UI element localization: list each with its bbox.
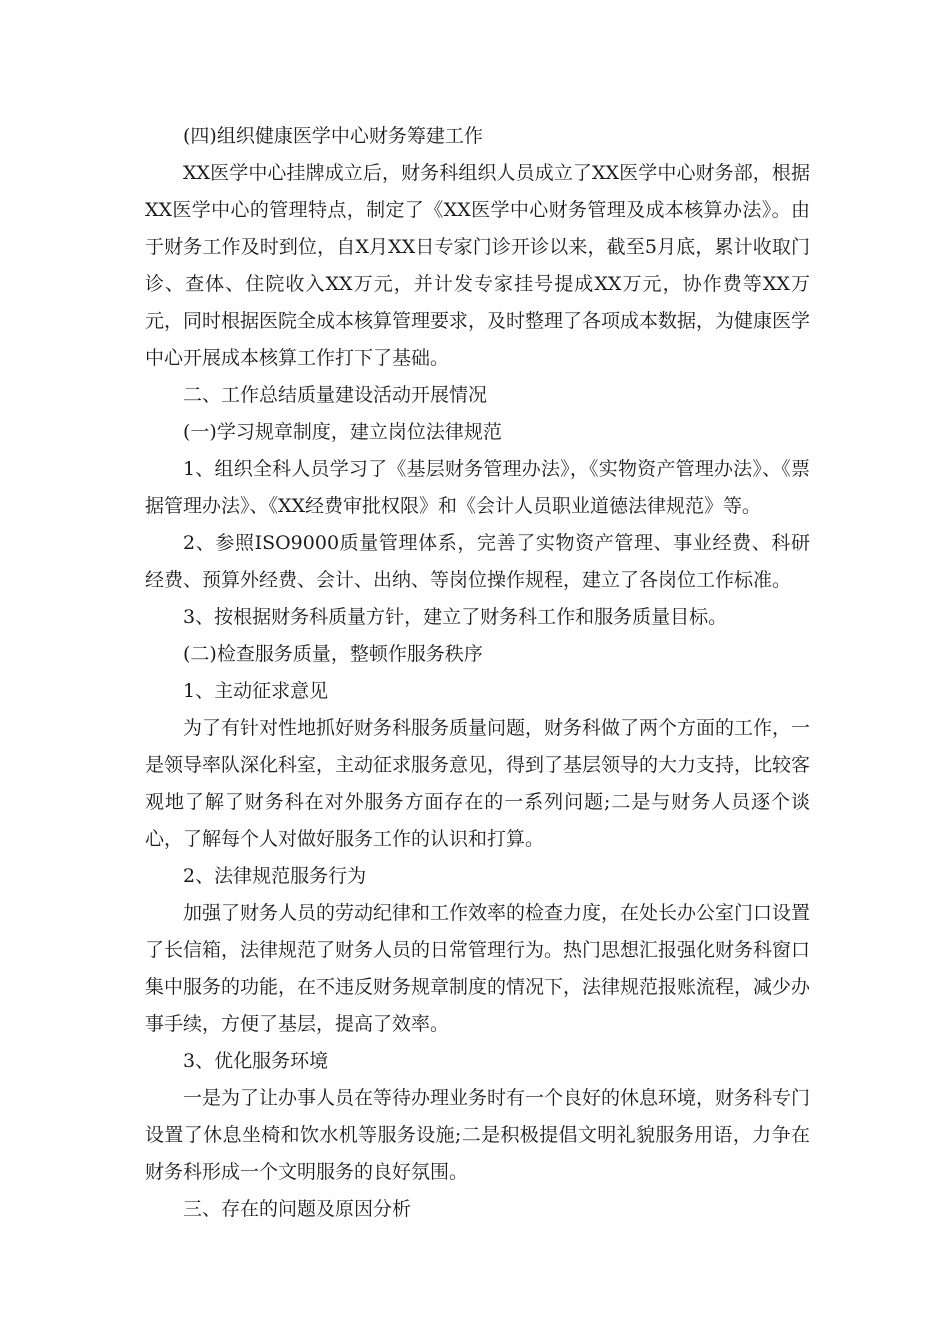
list-item-1: 1、组织全科人员学习了《基层财务管理办法》，《实物资产管理办法》、《票据管理办法》、《XX经费审批权限》和《会计人员职业道德法律规范》等。	[145, 458, 810, 517]
section-heading-2: 二、工作总结质量建设活动开展情况	[183, 384, 488, 406]
item-heading-1: 1、主动征求意见	[183, 680, 329, 702]
paragraph-environment: 一是为了让办事人员在等待办理业务时有一个良好的休息环境，财务科专门设置了休息坐椅和饮水机等服务设施;二是积极提倡文明礼貌服务用语，力争在财务科形成一个文明服务的良好氛围。	[145, 1087, 811, 1183]
subsection-heading-1: (一)学习规章制度，建立岗位法律规范	[183, 421, 502, 443]
document-body	[145, 118, 810, 1228]
item-heading-3: 3、优化服务环境	[183, 1050, 329, 1072]
paragraph-medical-center: XX医学中心挂牌成立后，财务科组织人员成立了XX医学中心财务部，根据XX医学中心的管理特点，制定了《XX医学中心财务管理及成本核算办法》。由于财务工作及时到位，自X月XX日专家门诊开诊以来，截至5月底，累计收取门诊、查体、住院收入XX万元，并计发专家挂号提成XX万元，协作费等XX万元，同时根据医院全成本核算管理要求，及时整理了各项成本数据，为健康医学中心开展成本核算工作打下了基础。	[145, 162, 811, 369]
section-heading-3: 三、存在的问题及原因分析	[183, 1198, 412, 1220]
paragraph-opinions: 为了有针对性地抓好财务科服务质量问题，财务科做了两个方面的工作，一是领导率队深化科室，主动征求服务意见，得到了基层领导的大力支持，比较客观地了解了财务科在对外服务方面存在的一系列问题;二是与财务人员逐个谈心，了解每个人对做好服务工作的认识和打算。	[145, 717, 811, 850]
item-heading-2: 2、法律规范服务行为	[183, 865, 367, 887]
paragraph-discipline: 加强了财务人员的劳动纪律和工作效率的检查力度，在处长办公室门口设置了长信箱，法律规范了财务人员的日常管理行为。热门思想汇报强化财务科窗口集中服务的功能，在不违反财务规章制度的情况下，法律规范报账流程，减少办事手续，方便了基层，提高了效率。	[145, 902, 811, 1035]
list-item-3: 3、按根据财务科质量方针，建立了财务科工作和服务质量目标。	[183, 606, 728, 628]
list-item-2: 2、参照ISO9000质量管理体系，完善了实物资产管理、事业经费、科研经费、预算外经费、会计、出纳、等岗位操作规程，建立了各岗位工作标准。	[145, 532, 810, 591]
subsection-heading-2: (二)检查服务质量，整顿作服务秩序	[183, 643, 483, 665]
subsection-heading-4: (四)组织健康医学中心财务筹建工作	[183, 125, 483, 147]
